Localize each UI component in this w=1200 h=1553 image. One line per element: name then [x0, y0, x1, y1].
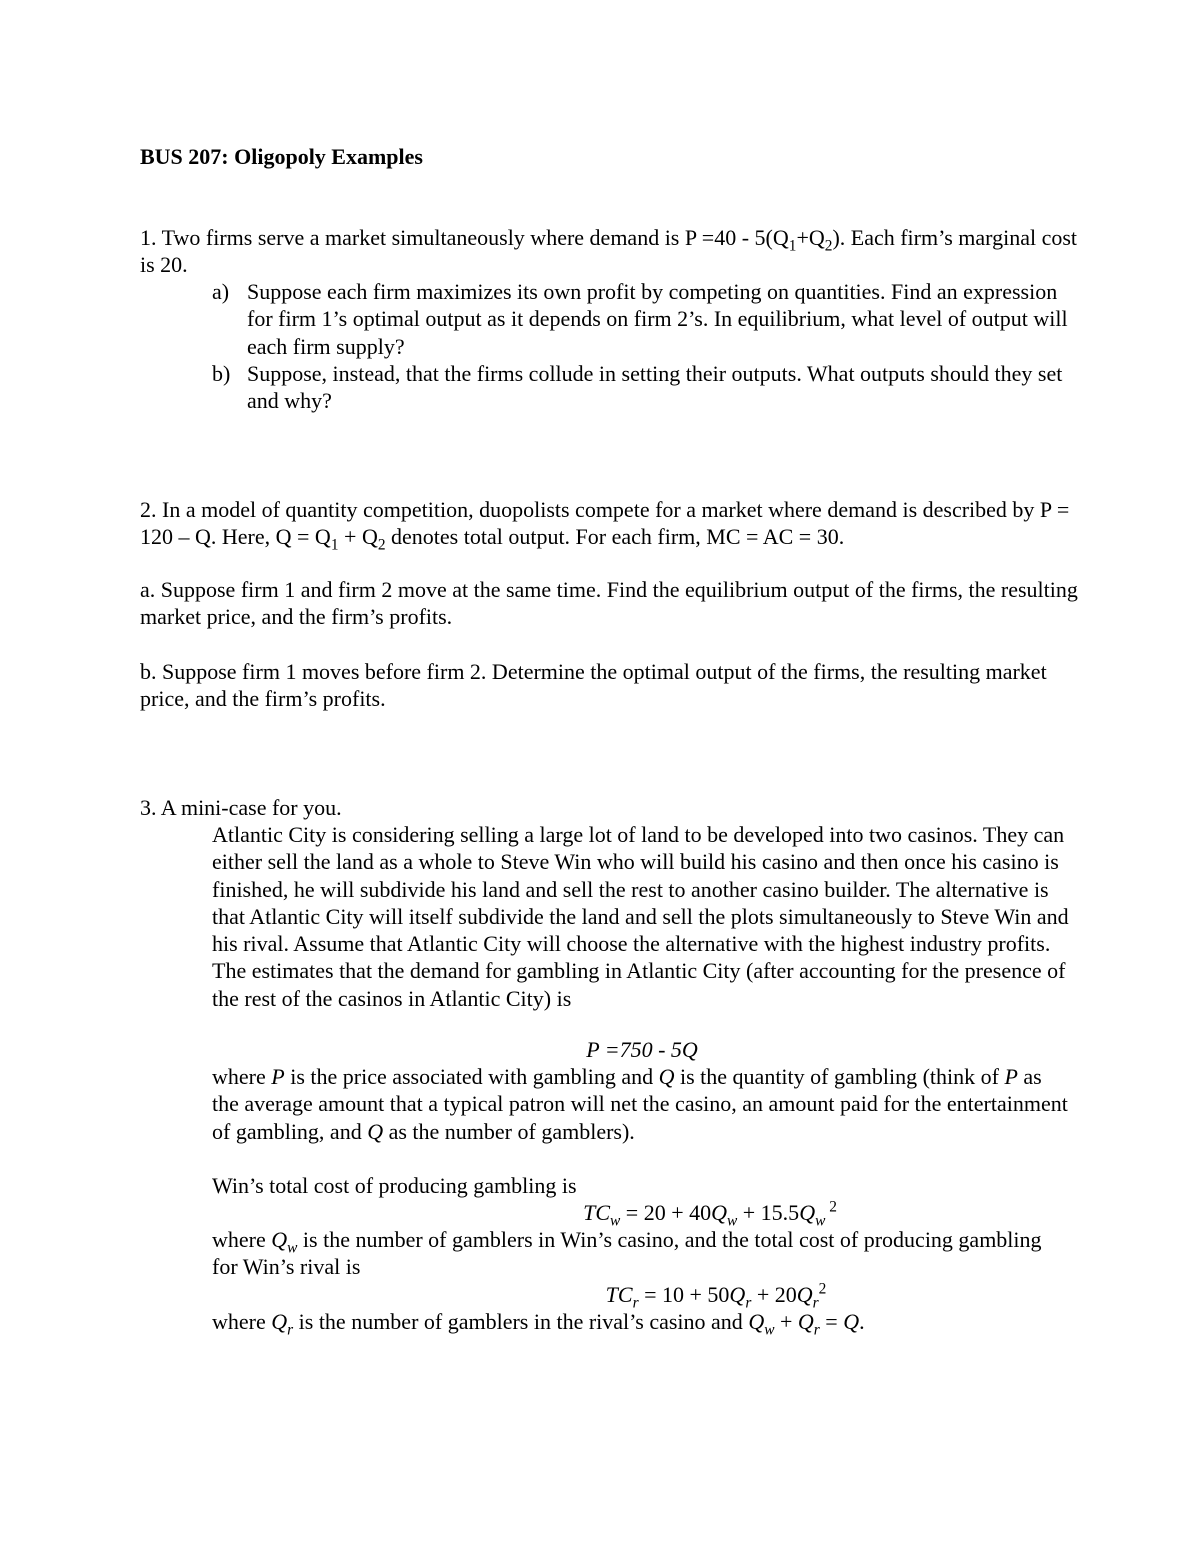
part-label: a) — [212, 279, 230, 304]
question-2-intro: 2. In a model of quantity competition, duopolists compete for a market where demand is described by P = 120 – Q. Here, $Q = Q_1 + Q_2$ denotes total output. For each firm, MC = AC = 30. — [140, 497, 1070, 554]
demand-explanation: where P is the price associated with gambling and Q is the quantity of gambling (think of P as the average amount that a typical patron will net the casino, an amount paid for the entertainment of gambling, and Q as the number of gamblers). — [212, 1064, 1068, 1144]
question-1-intro: 1. Two firms serve a market simultaneously where demand is $P =40 - 5(Q_1+Q_2)$. Each firm’s marginal cost is 20. — [140, 225, 1078, 278]
part-text: Suppose each firm maximizes its own profit by competing on quantities. Find an expression for firm 1’s optimal output as it depends on firm 2’s. In equilibrium, what level of output will each firm supply? — [247, 279, 1068, 359]
win-cost-explanation: where $Q_w$ is the number of gamblers in Win’s casino, and the total cost of producing gambling for Win’s rival is — [212, 1227, 1042, 1280]
question-3-case-text: Atlantic City is considering selling a large lot of land to be developed into two casinos. They can either sell the land as a whole to Steve Win who will build his casino and then once his casino is finished, he will subdivide his land and sell the rest to another casino builder. The alternative is that Atlantic City will itself subdivide the land and sell the plots simultaneously to Steve Win and his rival. Assume that Atlantic City will choose the alternative with the highest industry profits. The estimates that the demand for gambling in Atlantic City (after accounting for the presence of the rest of the casinos in Atlantic City) is — [212, 822, 1069, 1011]
demand-equation: P =750 - 5Q — [586, 1037, 698, 1062]
rival-cost-equation: $TC_r = 10 + 50Q_r + 20Q_r^2$ — [605, 1280, 827, 1312]
part-text: Suppose, instead, that the firms collude in setting their outputs. What outputs should they set and why? — [247, 361, 1063, 414]
question-1-part-a — [212, 278, 1072, 360]
win-cost-intro: Win’s total cost of producing gambling is — [212, 1173, 577, 1198]
question-2-part-b: b. Suppose firm 1 moves before firm 2. Determine the optimal output of the firms, the resulting market price, and the firm’s profits. — [140, 659, 1047, 712]
rival-cost-explanation: where $Q_r$ is the number of gamblers in the rival’s casino and $Q_w + Q_r = Q$. — [212, 1309, 865, 1339]
part-label: b) — [212, 361, 231, 386]
question-3-heading: 3. A mini-case for you. — [140, 795, 342, 820]
win-cost-equation: $TC_w = 20 + 40Q_w + 15.5Q_w$ $^2$ — [583, 1198, 837, 1230]
document-title: BUS 207: Oligopoly Examples — [140, 144, 423, 169]
question-1-part-b — [212, 360, 1072, 415]
question-2-part-a: a. Suppose firm 1 and firm 2 move at the same time. Find the equilibrium output of the firms, the resulting market price, and the firm’s profits. — [140, 577, 1078, 630]
